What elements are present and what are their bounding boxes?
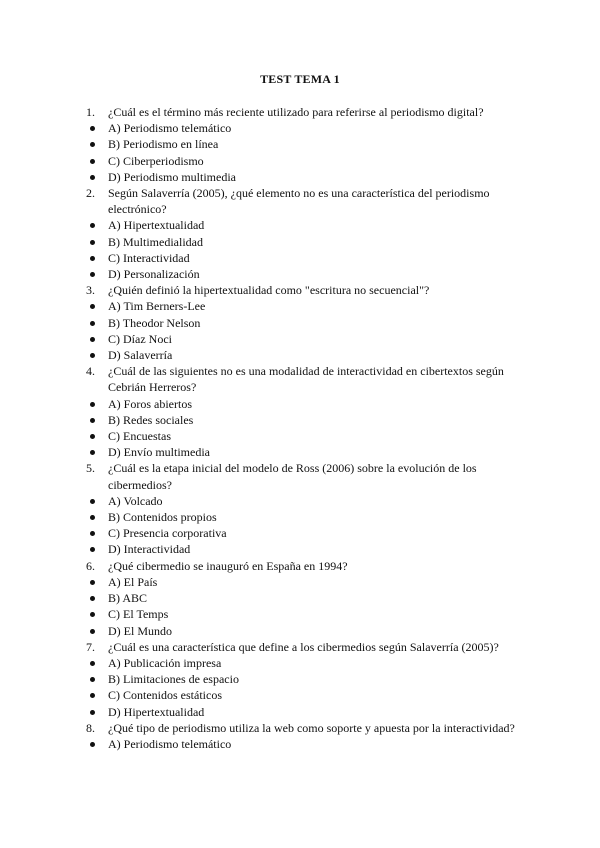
option-text: D) Periodismo multimedia [108,169,236,184]
option-text: D) Salaverría [108,348,173,363]
option-text: B) Redes sociales [108,412,194,427]
bullet-icon [90,353,95,358]
option-text: D) El Mundo [108,623,172,638]
answer-option [0,590,600,606]
question-number: 2. [86,186,95,201]
option-text: C) Encuestas [108,429,171,444]
question-number: 4. [86,364,95,379]
option-text: D) Personalización [108,267,200,282]
bullet-icon [90,629,95,634]
option-text: B) Limitaciones de espacio [108,672,239,687]
option-text: A) Foros abiertos [108,396,192,411]
answer-option [0,266,600,282]
option-text: C) Interactividad [108,250,190,265]
bullet-icon [90,547,95,552]
answer-option [0,623,600,639]
bullet-icon [90,159,95,164]
question-number: 8. [86,720,95,735]
bullet-icon [90,175,95,180]
bullet-icon [90,677,95,682]
question-item [0,282,600,298]
option-text: B) Theodor Nelson [108,315,201,330]
question-number: 1. [86,105,95,119]
question-text: ¿Qué cibermedio se inauguró en España en 1994? [108,558,348,573]
question-item [0,639,600,655]
bullet-icon [90,710,95,715]
answer-option [0,412,600,428]
bullet-icon [90,742,95,747]
option-text: C) El Temps [108,607,169,622]
answer-option [0,120,600,136]
option-text: A) Publicación impresa [108,655,222,670]
option-text: A) Hipertextualidad [108,218,205,233]
option-text: C) Presencia corporativa [108,526,227,541]
answer-option [0,153,600,169]
bullet-icon [90,596,95,601]
option-text: B) ABC [108,591,148,606]
question-text: ¿Cuál es la etapa inicial del modelo de Ross (2006) sobre la evolución de los cibermedios? [108,461,477,492]
answer-option [0,509,600,525]
bullet-icon [90,612,95,617]
bullet-icon [90,142,95,147]
question-item [0,363,600,395]
answer-option [0,217,600,233]
option-text: C) Ciberperiodismo [108,153,204,168]
answer-option [0,493,600,509]
answer-option [0,331,600,347]
answer-option [0,541,600,557]
option-text: B) Contenidos propios [108,510,217,525]
answer-option [0,687,600,703]
question-number: 7. [86,639,95,654]
answer-option [0,298,600,314]
answer-option [0,169,600,185]
option-text: C) Contenidos estáticos [108,688,222,703]
bullet-icon [90,126,95,131]
question-item [0,558,600,574]
option-text: D) Envío multimedia [108,445,210,460]
answer-option [0,347,600,363]
bullet-icon [90,580,95,585]
bullet-icon [90,515,95,520]
answer-option [0,396,600,412]
question-text: ¿Cuál es el término más reciente utilizado para referirse al periodismo digital? [108,105,484,119]
bullet-icon [90,256,95,261]
bullet-icon [90,693,95,698]
bullet-icon [90,337,95,342]
bullet-icon [90,321,95,326]
option-text: A) Volcado [108,493,163,508]
question-number: 5. [86,461,95,476]
answer-option [0,655,600,671]
option-text: A) El País [108,574,158,589]
bullet-icon [90,223,95,228]
option-text: C) Díaz Noci [108,331,172,346]
question-item [0,185,600,217]
bullet-icon [90,240,95,245]
answer-option [0,671,600,687]
question-item [0,460,600,492]
bullet-icon [90,434,95,439]
bullet-icon [90,531,95,536]
option-text: A) Periodismo telemático [108,736,232,751]
option-text: B) Multimedialidad [108,234,203,249]
question-text: ¿Cuál es una característica que define a los cibermedios según Salaverría (2005)? [108,639,499,654]
question-item [0,720,600,736]
question-text: ¿Qué tipo de periodismo utiliza la web como soporte y apuesta por la interactividad? [108,720,515,735]
question-number: 6. [86,558,95,573]
question-text: Según Salaverría (2005), ¿qué elemento no es una característica del periodismo electrónico? [108,186,490,217]
option-text: D) Interactividad [108,542,191,557]
bullet-icon [90,272,95,277]
bullet-icon [90,402,95,407]
answer-option [0,136,600,152]
answer-option [0,234,600,250]
bullet-icon [90,418,95,423]
question-text: ¿Quién definió la hipertextualidad como "escritura no secuencial"? [108,283,430,298]
answer-option [0,574,600,590]
bullet-icon [90,304,95,309]
bullet-icon [90,661,95,666]
answer-option [0,606,600,622]
answer-option [0,428,600,444]
option-text: A) Tim Berners-Lee [108,299,206,314]
answer-option [0,704,600,720]
question-list [0,104,600,752]
option-text: B) Periodismo en línea [108,137,219,152]
question-number: 3. [86,283,95,298]
question-item [0,104,600,120]
question-text: ¿Cuál de las siguientes no es una modalidad de interactividad en cibertextos según Cebrián Herreros? [108,364,504,395]
option-text: A) Periodismo telemático [108,121,232,136]
answer-option [0,525,600,541]
option-text: D) Hipertextualidad [108,704,205,719]
answer-option [0,736,600,752]
bullet-icon [90,450,95,455]
page-title: TEST TEMA 1 [260,72,340,86]
answer-option [0,250,600,266]
answer-option [0,444,600,460]
answer-option [0,315,600,331]
bullet-icon [90,499,95,504]
